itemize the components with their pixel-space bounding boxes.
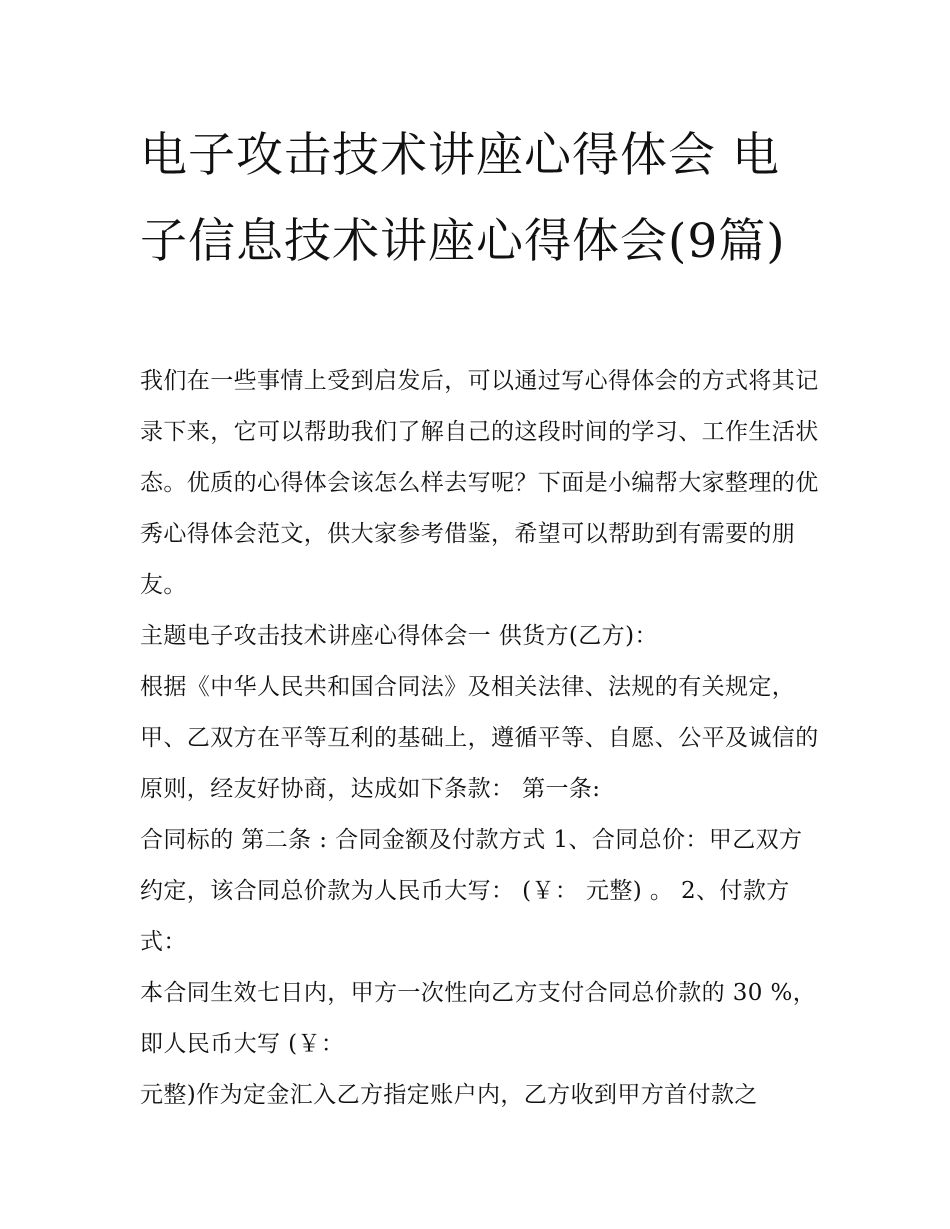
paragraph-payment-deposit: 本合同生效七日内，甲方一次性向乙方支付合同总价款的 30 %，即人民币大写 (￥： (140, 980, 817, 1057)
document-body (140, 356, 820, 1121)
paragraph-intro: 我们在一些事情上受到启发后，可以通过写心得体会的方式将其记录下来，它可以帮助我们了解自己的这段时间的学习、工作生活状态。优质的心得体会该怎么样去写呢？下面是小编帮大家整理的优秀心得体会范文，供大家参考借鉴，希望可以帮助到有需要的朋友。 (140, 368, 819, 598)
paragraph-contract-basis: 根据《中华人民共和国合同法》及相关法律、法规的有关规定，甲、乙双方在平等互利的基础上，遵循平等、自愿、公平及诚信的原则，经友好协商，达成如下条款： 第一条: (140, 674, 819, 802)
paragraph-contract-amount: 合同标的 第二条 : 合同金额及付款方式 1、合同总价：甲乙双方约定，该合同总价款为人民币大写： (￥： 元整) 。 2、付款方式： (140, 827, 803, 955)
document-title: 电子攻击技术讲座心得体会 电子信息技术讲座心得体会(9篇) (140, 128, 786, 269)
paragraph-topic-heading: 主题电子攻击技术讲座心得体会一 供货方(乙方)： (140, 623, 658, 649)
paragraph-payment-continued: 元整)作为定金汇入乙方指定账户内，乙方收到甲方首付款之 (140, 1082, 758, 1108)
